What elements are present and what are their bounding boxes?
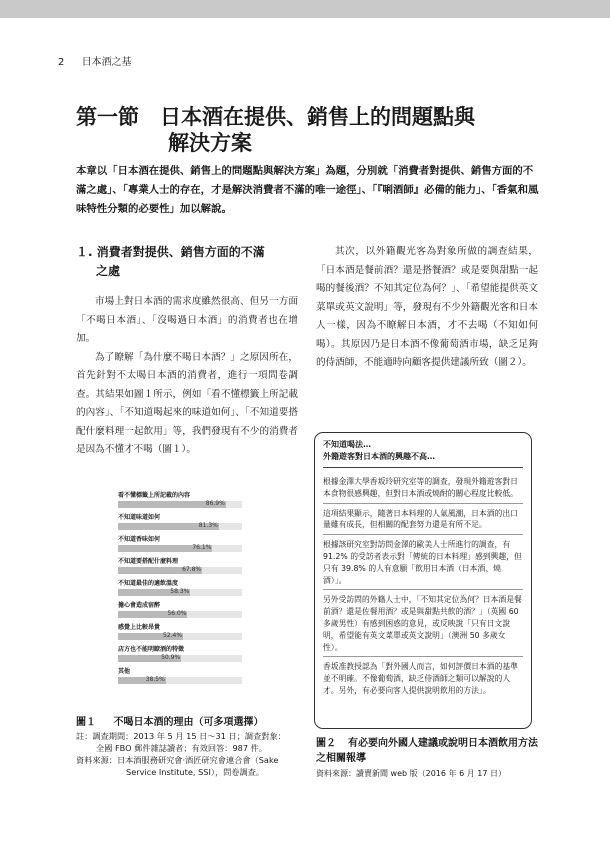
running-head [58, 53, 132, 68]
figure1-source-line2: Service Institute, SSI），問卷調查。 [126, 767, 265, 777]
chart-category-label: 不知道香味如何 [118, 536, 161, 543]
body-paragraph: 為了瞭解「為什麼不喝日本酒？」之原因所在，首先針對不太喝日本酒的消費者，進行一項問卷調查。其結果如圖１所示，例如「看不懂標籤上所記載的內容」、「不知道喝起來的味道如何」、「不知道要搭配什麼料理一起飲用」等，我們發現有不少的消費者是因為不懂才不喝（圖１）。 [76, 351, 298, 455]
box-heading1: 不知道喝法… [323, 440, 371, 449]
chart-value-label: 76.1% [192, 544, 212, 551]
figure1-note-line1: 註：調查期間：2013 年 5 月 15 日～31 日；調查對象： [76, 731, 286, 741]
subheading-line1: １. 消費者對提供、銷售方面的不滿 [76, 245, 265, 259]
chart-row [118, 558, 248, 580]
chart-value-label: 50.9% [161, 654, 181, 661]
chart-row [118, 514, 248, 536]
box-heading2: 外籍遊客對日本酒的興趣不高… [323, 451, 523, 468]
figure2-caption [316, 736, 541, 766]
figure1-caption-text: 不喝日本酒的理由（可多項選擇） [113, 717, 264, 728]
chart-row [118, 624, 248, 646]
chart-value-label: 38.5% [145, 676, 165, 683]
figure1-caption [76, 713, 263, 728]
subheading-line2: 之處 [96, 264, 121, 278]
chart-bar-track [118, 523, 242, 530]
figure2-number: 圖２ [316, 738, 336, 749]
figure1-note-line2: 全國 FBO 郵件雜誌讀者；有效回答：987 件。 [96, 743, 268, 753]
chart-value-label: 67.8% [182, 566, 202, 573]
figure1-source-line1: 資料來源：日本酒服務研究會‧酒匠研究會連合會（Sake [76, 755, 279, 765]
chart-row [118, 492, 248, 514]
chart-row [118, 536, 248, 558]
chart-category-label: 感覺上比較昂貴 [118, 624, 161, 631]
box-paragraph: 香坂准教授認為「對外國人而言，如何評價日本酒的基準並不明確。不像葡萄酒，缺乏侍酒師之類可以解說的人才。另外，有必要向客人提供說明飲用的方法」。 [323, 662, 518, 695]
figure2-caption-text: 有必要向外國人建議或說明日本酒飲用方法之相關報導 [316, 738, 538, 764]
box-paragraph: 另外受訪問的外籍人士中，「不知其定位為何？日本酒是餐前酒？還是佐餐用酒？或是與甜點共飲的酒？」（英國 60 多歲男性）有感到困惑的意見，或反映說「只有日文說明，希望能有英文菜單或英文說明」（澳洲 50 多歲女性）。 [323, 594, 523, 657]
section-title-line1: 第一節 日本酒在提供、銷售上的問題點與 [76, 105, 475, 129]
section-title-line2: 解決方案 [168, 131, 252, 155]
figure1-bar-chart [118, 492, 248, 690]
chart-bar-track [118, 567, 242, 574]
chart-category-label: 其他 [118, 668, 131, 675]
body-paragraph: 其次，以外籍觀光客為對象所做的調查結果，「日本酒是餐前酒？還是搭餐酒？或是要與甜點一起喝的餐後酒？不知其定位為何？」、「希望能提供英文菜單或英文說明」等，發現有不少外籍觀光客和日本人一樣，因為不瞭解日本酒，才不去喝（不知如何喝）。其原因乃是日本酒不像葡萄酒市場，缺乏足夠的侍酒師，不能適時向顧客提供建議所致（圖２）。 [316, 246, 538, 368]
top-bar [0, 0, 610, 18]
chart-row [118, 580, 248, 602]
intro-paragraph: 本章以「日本酒在提供、銷售上的問題點與解決方案」為題，分別就「消費者對提供、銷售方面的不滿之處」、「專業人士的存在，才是解決消費者不滿的唯一途徑」、「『唎酒師』必備的能力」、「香氣和風味特性分類的必要性」加以解說。 [76, 165, 539, 215]
chart-category-label: 不知道味道如何 [118, 514, 161, 521]
subheading [76, 243, 298, 281]
figure2-source: 資料來源：讀賣新聞 web 版（2016 年 6 月 17 日） [316, 769, 506, 778]
news-box [314, 432, 532, 729]
page-number: 2 [58, 57, 65, 68]
box-paragraph: 這項結果顯示，隨著日本料理的人氣風潮，日本酒的出口量雖有成長，但相關的配套努力還是有所不足。 [323, 508, 523, 536]
chart-category-label: 店方也不能明瞭酒的特徵 [118, 646, 185, 653]
chart-category-label: 不知道要搭配什麼料理 [118, 558, 179, 565]
figure1-number: 圖１ [76, 717, 96, 728]
chart-category-label: 看不懂標籤上所記載的內容 [118, 492, 191, 499]
body-paragraph: 市場上對日本酒的需求度雖然很高、但另一方面「不喝日本酒」、「沒喝過日本酒」的消費者也在增加。 [76, 296, 298, 344]
chart-bar-track [118, 677, 242, 684]
chart-row [118, 646, 248, 668]
left-column [76, 243, 298, 460]
box-paragraph: 根據金澤大學香坂玲研究室等的調查，發現外籍遊客對日本食物很感興趣，但對日本酒或燒酎的關心程度比較低。 [323, 476, 523, 504]
book-title: 日本酒之基 [81, 57, 132, 68]
chart-value-label: 81.3% [198, 522, 218, 529]
section-title [76, 104, 475, 156]
figure1-notes [76, 730, 306, 778]
chart-value-label: 58.3% [170, 588, 190, 595]
chart-bar-track [118, 545, 242, 552]
chart-row [118, 602, 248, 624]
chart-row [118, 668, 248, 690]
chart-value-label: 52.4% [162, 632, 183, 639]
chart-category-label: 擔心會造成宿醉 [118, 602, 161, 609]
chart-category-label: 不知道最佳的適飲溫度 [118, 580, 179, 587]
right-column [316, 243, 538, 373]
box-paragraph: 根據該研究室對訪問金澤的歐美人士所進行的調查，有 91.2% 的受訪者表示對「傳統的日本料理」感到興趣，但只有 39.8% 的人有意願「飲用日本酒（日本酒、燒酒）」。 [323, 539, 523, 590]
chart-value-label: 86.9% [205, 500, 225, 507]
chart-value-label: 56.0% [167, 610, 187, 617]
